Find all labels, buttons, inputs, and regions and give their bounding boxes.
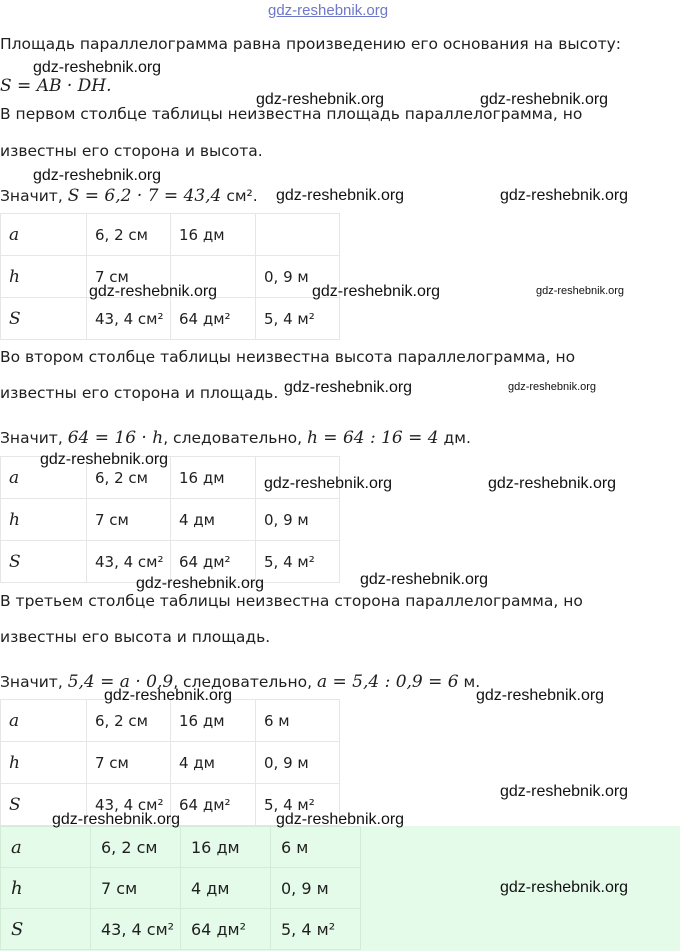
- watermark-text: gdz-reshebnik.org: [312, 283, 441, 300]
- step2-line1: Во втором столбце таблицы неизвестна высота параллелограмма, но: [0, 348, 576, 366]
- table-cell: 64 дм²: [171, 784, 256, 826]
- row-label: h: [1, 256, 87, 298]
- table-cell: 5, 4 м²: [256, 541, 340, 583]
- step3-line1: В третьем столбце таблицы неизвестна сторона параллелограмма, но: [0, 592, 583, 610]
- watermark-link[interactable]: gdz-reshebnik.org: [268, 2, 389, 19]
- step3-middle: , следовательно,: [173, 673, 312, 691]
- table-cell: 43, 4 см²: [87, 784, 171, 826]
- table-row: [1, 909, 361, 950]
- table-cell: 16 дм: [181, 827, 271, 868]
- watermark-text: gdz-reshebnik.org: [136, 575, 265, 592]
- table-cell: 16 дм: [171, 700, 256, 742]
- table-cell: 64 дм²: [171, 298, 256, 340]
- watermark-text: gdz-reshebnik.org: [476, 687, 605, 704]
- table-cell: 7 см: [91, 868, 181, 909]
- watermark-text: gdz-reshebnik.org: [33, 167, 162, 184]
- watermark-text: gdz-reshebnik.org: [33, 59, 162, 76]
- table-step1: [0, 213, 340, 340]
- watermark-text: gdz-reshebnik.org: [264, 475, 393, 492]
- table-row: [1, 298, 340, 340]
- step2-prefix: Значит,: [0, 429, 63, 447]
- step2-result: h = 64 : 16 = 4: [306, 428, 439, 448]
- step3-unit: м.: [463, 673, 481, 691]
- step3-equation: 5,4 = a · 0,9: [67, 672, 174, 692]
- watermark-text: gdz-reshebnik.org: [536, 285, 625, 297]
- table-cell: 6, 2 см: [91, 827, 181, 868]
- step2-conclusion: [0, 428, 471, 448]
- step3-conclusion: [0, 672, 480, 692]
- table-row: [1, 868, 361, 909]
- step1-conclusion: [0, 186, 258, 206]
- table-cell: 4 дм: [171, 742, 256, 784]
- table-cell: 4 дм: [181, 868, 271, 909]
- table-row: [1, 499, 340, 541]
- step1-expression: S = 6,2 · 7 = 43,4: [67, 186, 222, 206]
- table-cell: 0, 9 м: [256, 256, 340, 298]
- step3-result: a = 5,4 : 0,9 = 6: [316, 672, 459, 692]
- table-cell: 43, 4 см²: [87, 541, 171, 583]
- table-cell: 7 см: [87, 742, 171, 784]
- intro-text: Площадь параллелограмма равна произведению его основания на высоту:: [0, 35, 621, 53]
- watermark-text: gdz-reshebnik.org: [500, 783, 629, 800]
- table-cell: 5, 4 м²: [271, 909, 361, 950]
- table-cell: 4 дм: [171, 499, 256, 541]
- table-cell: 6, 2 см: [87, 700, 171, 742]
- row-label: S: [1, 298, 87, 340]
- table-cell: [256, 214, 340, 256]
- watermark-text: gdz-reshebnik.org: [52, 811, 181, 828]
- watermark-text: gdz-reshebnik.org: [500, 879, 629, 896]
- step1-prefix: Значит,: [0, 187, 63, 205]
- watermark-text: gdz-reshebnik.org: [284, 379, 413, 396]
- row-label: h: [1, 868, 91, 909]
- watermark-text: gdz-reshebnik.org: [276, 811, 405, 828]
- table-cell: 16 дм: [171, 214, 256, 256]
- watermark-text: gdz-reshebnik.org: [508, 381, 597, 393]
- step2-unit: дм.: [443, 429, 471, 447]
- table-cell: 43, 4 см²: [91, 909, 181, 950]
- table-cell: 16 дм: [171, 457, 256, 499]
- watermark-text: gdz-reshebnik.org: [104, 687, 233, 704]
- step1-line1: В первом столбце таблицы неизвестна площадь параллелограмма, но: [0, 105, 583, 123]
- watermark-text: gdz-reshebnik.org: [480, 91, 609, 108]
- step3-line2: известны его высота и площадь.: [0, 628, 271, 646]
- watermark-text: gdz-reshebnik.org: [488, 475, 617, 492]
- table-row: [1, 742, 340, 784]
- row-label: h: [1, 499, 87, 541]
- table-cell: 0, 9 м: [256, 742, 340, 784]
- answer-table: [0, 826, 361, 950]
- step1-unit: см².: [226, 187, 258, 205]
- row-label: S: [1, 784, 87, 826]
- row-label: a: [1, 457, 87, 499]
- table-cell: 6, 2 см: [87, 457, 171, 499]
- step2-line2: известны его сторона и площадь.: [0, 384, 279, 402]
- row-label: h: [1, 742, 87, 784]
- table-cell: 0, 9 м: [256, 499, 340, 541]
- table-cell: 7 см: [87, 256, 171, 298]
- watermark-text: gdz-reshebnik.org: [256, 91, 385, 108]
- row-label: a: [1, 214, 87, 256]
- watermark-text: gdz-reshebnik.org: [360, 571, 489, 588]
- step3-prefix: Значит,: [0, 673, 63, 691]
- watermark-text: gdz-reshebnik.org: [276, 187, 405, 204]
- step2-middle: , следовательно,: [163, 429, 302, 447]
- row-label: a: [1, 827, 91, 868]
- area-formula: S = AB · DH.: [0, 76, 112, 96]
- step1-line2: известны его сторона и высота.: [0, 142, 263, 160]
- table-row: [1, 214, 340, 256]
- table-cell: 6, 2 см: [87, 214, 171, 256]
- watermark-text: gdz-reshebnik.org: [40, 451, 169, 468]
- table-cell: 5, 4 м²: [256, 784, 340, 826]
- table-cell: 6 м: [256, 700, 340, 742]
- table-cell: 7 см: [87, 499, 171, 541]
- step2-equation: 64 = 16 · h: [67, 428, 164, 448]
- table-cell: 43, 4 см²: [87, 298, 171, 340]
- watermark-text: gdz-reshebnik.org: [500, 187, 629, 204]
- table-cell: 0, 9 м: [271, 868, 361, 909]
- row-label: a: [1, 700, 87, 742]
- row-label: S: [1, 909, 91, 950]
- watermark-text: gdz-reshebnik.org: [89, 283, 218, 300]
- table-cell: 64 дм²: [181, 909, 271, 950]
- table-cell: 64 дм²: [171, 541, 256, 583]
- table-step3: [0, 699, 340, 826]
- table-row: [1, 827, 361, 868]
- table-cell: 6 м: [271, 827, 361, 868]
- table-row: [1, 700, 340, 742]
- row-label: S: [1, 541, 87, 583]
- table-cell: 5, 4 м²: [256, 298, 340, 340]
